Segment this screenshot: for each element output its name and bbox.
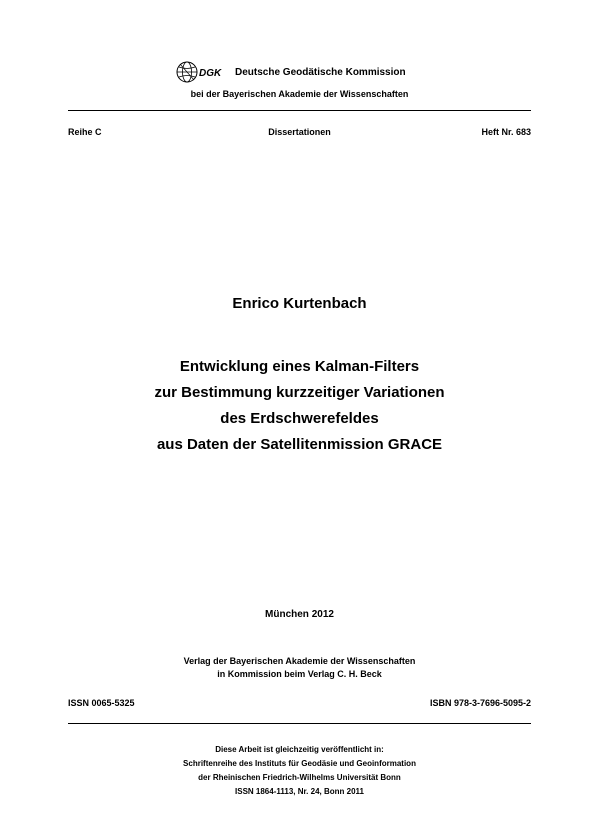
title-line: Entwicklung eines Kalman-Filters — [179, 358, 420, 375]
title-line: des Erdschwerefeldes — [220, 410, 379, 427]
dgk-logo — [175, 60, 227, 86]
place-year: München 2012 — [265, 609, 334, 620]
publisher-line: in Kommission beim Verlag C. H. Beck — [217, 669, 382, 679]
org-name: Deutsche Geodätische Kommission — [235, 67, 406, 78]
footer-line: der Rheinischen Friedrich-Wilhelms Universität Bonn — [198, 773, 401, 782]
title-line: aus Daten der Satellitenmission GRACE — [156, 436, 443, 453]
issn: ISSN 0065-5325 — [68, 698, 135, 708]
issue-number: Heft Nr. 683 — [481, 127, 531, 137]
footer-rule — [68, 723, 531, 724]
isbn: ISBN 978-3-7696-5095-2 — [429, 698, 531, 708]
title-line: zur Bestimmung kurzzeitiger Variationen — [154, 384, 445, 401]
author-name: Enrico Kurtenbach — [232, 295, 367, 312]
header-rule — [68, 110, 531, 111]
logo-text: DGK — [199, 68, 222, 79]
publisher-line: Verlag der Bayerischen Akademie der Wissenschaften — [183, 656, 416, 666]
series-type: Dissertationen — [268, 127, 331, 137]
globe-icon — [175, 60, 199, 84]
footer-line: Schriftenreihe des Instituts für Geodäsie und Geoinformation — [183, 759, 416, 768]
series-label: Reihe C — [68, 127, 102, 137]
footer-line: ISSN 1864-1113, Nr. 24, Bonn 2011 — [235, 787, 364, 796]
footer-line: Diese Arbeit ist gleichzeitig veröffentlicht in: — [215, 745, 384, 754]
org-sub: bei der Bayerischen Akademie der Wissenschaften — [190, 89, 409, 99]
